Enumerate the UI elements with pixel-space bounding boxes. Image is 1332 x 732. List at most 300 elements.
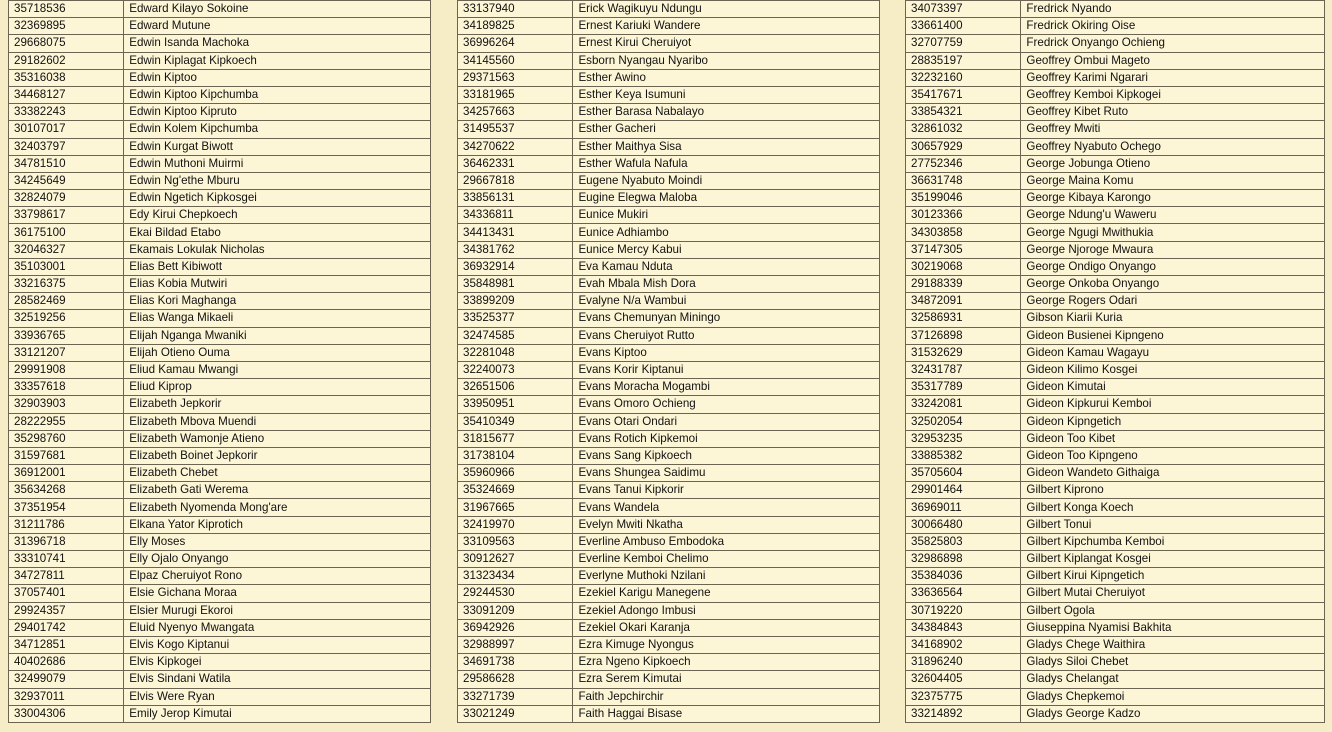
table-row	[458, 18, 880, 35]
table-row	[458, 155, 880, 172]
full-name-cell: Evans Moracha Mogambi	[573, 379, 880, 396]
id-number-cell: 40402686	[9, 654, 124, 671]
id-number-cell: 35324669	[458, 482, 573, 499]
table-row	[906, 241, 1325, 258]
id-number-cell: 36462331	[458, 155, 573, 172]
table-row	[458, 654, 880, 671]
id-number-cell: 28222955	[9, 413, 124, 430]
table-row	[906, 499, 1325, 516]
full-name-cell: Erick Wagikuyu Ndungu	[573, 1, 880, 18]
id-number-cell: 33936765	[9, 327, 124, 344]
id-number-cell: 33310741	[9, 551, 124, 568]
id-number-cell: 32403797	[9, 138, 124, 155]
table-row	[906, 568, 1325, 585]
full-name-cell: Everline Kemboi Chelimo	[573, 551, 880, 568]
name-table-3	[905, 0, 1325, 723]
full-name-cell: Fredrick Onyango Ochieng	[1021, 35, 1325, 52]
full-name-cell: Gilbert Tonui	[1021, 516, 1325, 533]
full-name-cell: Elvis Kipkogei	[124, 654, 431, 671]
id-number-cell: 33636564	[906, 585, 1021, 602]
full-name-cell: Elpaz Cheruiyot Rono	[124, 568, 431, 585]
id-number-cell: 30066480	[906, 516, 1021, 533]
id-number-cell: 31532629	[906, 344, 1021, 361]
full-name-cell: Gibson Kiarii Kuria	[1021, 310, 1325, 327]
table-row	[458, 636, 880, 653]
table-row	[9, 430, 431, 447]
id-number-cell: 30107017	[9, 121, 124, 138]
full-name-cell: Fredrick Nyando	[1021, 1, 1325, 18]
full-name-cell: Elias Kobia Mutwiri	[124, 276, 431, 293]
id-number-cell: 32707759	[906, 35, 1021, 52]
table-row	[458, 447, 880, 464]
full-name-cell: Geoffrey Ombui Mageto	[1021, 52, 1325, 69]
full-name-cell: Gilbert Ogola	[1021, 602, 1325, 619]
table-row	[9, 379, 431, 396]
table-row	[9, 155, 431, 172]
table-row	[458, 379, 880, 396]
name-table-2	[457, 0, 880, 723]
id-number-cell: 32375775	[906, 688, 1021, 705]
table-row	[458, 190, 880, 207]
full-name-cell: George Jobunga Otieno	[1021, 155, 1325, 172]
full-name-cell: Elizabeth Jepkorir	[124, 396, 431, 413]
id-number-cell: 30912627	[458, 551, 573, 568]
id-number-cell: 33137940	[458, 1, 573, 18]
full-name-cell: Ezekiel Karigu Manegene	[573, 585, 880, 602]
full-name-cell: Eugene Nyabuto Moindi	[573, 172, 880, 189]
full-name-cell: Esther Wafula Nafula	[573, 155, 880, 172]
id-number-cell: 28582469	[9, 293, 124, 310]
table-row	[458, 293, 880, 310]
full-name-cell: Edwin Kolem Kipchumba	[124, 121, 431, 138]
table-row	[9, 241, 431, 258]
full-name-cell: Evelyn Mwiti Nkatha	[573, 516, 880, 533]
table-row	[906, 293, 1325, 310]
full-name-cell: Elsie Gichana Moraa	[124, 585, 431, 602]
id-number-cell: 32240073	[458, 361, 573, 378]
full-name-cell: Gideon Too Kibet	[1021, 430, 1325, 447]
table-row	[9, 276, 431, 293]
id-number-cell: 29244530	[458, 585, 573, 602]
id-number-cell: 29924357	[9, 602, 124, 619]
full-name-cell: Gideon Wandeto Githaiga	[1021, 465, 1325, 482]
id-number-cell: 36912001	[9, 465, 124, 482]
full-name-cell: Edward Mutune	[124, 18, 431, 35]
id-number-cell: 35199046	[906, 190, 1021, 207]
full-name-cell: Edwin Isanda Machoka	[124, 35, 431, 52]
full-name-cell: George Maina Komu	[1021, 172, 1325, 189]
id-number-cell: 33271739	[458, 688, 573, 705]
full-name-cell: Evah Mbala Mish Dora	[573, 276, 880, 293]
id-number-cell: 30719220	[906, 602, 1021, 619]
table-row	[906, 671, 1325, 688]
table-row	[458, 207, 880, 224]
table-row	[906, 344, 1325, 361]
table-row	[9, 18, 431, 35]
full-name-cell: Ezra Kimuge Nyongus	[573, 636, 880, 653]
id-number-cell: 35705604	[906, 465, 1021, 482]
full-name-cell: Gilbert Konga Koech	[1021, 499, 1325, 516]
id-number-cell: 29667818	[458, 172, 573, 189]
id-number-cell: 29586628	[458, 671, 573, 688]
table-row	[458, 705, 880, 722]
full-name-cell: Gideon Kamau Wagayu	[1021, 344, 1325, 361]
table-row	[906, 361, 1325, 378]
id-number-cell: 32369895	[9, 18, 124, 35]
table-row	[906, 688, 1325, 705]
full-name-cell: Ernest Kariuki Wandere	[573, 18, 880, 35]
table-row	[906, 35, 1325, 52]
full-name-cell: Ezekiel Adongo Imbusi	[573, 602, 880, 619]
id-number-cell: 33357618	[9, 379, 124, 396]
id-number-cell: 34189825	[458, 18, 573, 35]
table-row	[906, 18, 1325, 35]
table-row	[906, 224, 1325, 241]
full-name-cell: Eliud Kiprop	[124, 379, 431, 396]
id-number-cell: 34303858	[906, 224, 1021, 241]
full-name-cell: Evalyne N/a Wambui	[573, 293, 880, 310]
table-row	[906, 138, 1325, 155]
id-number-cell: 32431787	[906, 361, 1021, 378]
id-number-cell: 32519256	[9, 310, 124, 327]
table-row	[9, 533, 431, 550]
full-name-cell: Elizabeth Nyomenda Mong'are	[124, 499, 431, 516]
full-name-cell: Evans Korir Kiptanui	[573, 361, 880, 378]
id-number-cell: 33661400	[906, 18, 1021, 35]
table-row	[458, 361, 880, 378]
id-number-cell: 35960966	[458, 465, 573, 482]
table-row	[458, 258, 880, 275]
full-name-cell: Gilbert Kiplangat Kosgei	[1021, 551, 1325, 568]
table-row	[458, 430, 880, 447]
id-number-cell: 34073397	[906, 1, 1021, 18]
id-number-cell: 32281048	[458, 344, 573, 361]
id-number-cell: 32824079	[9, 190, 124, 207]
table-row	[458, 104, 880, 121]
table-row	[906, 602, 1325, 619]
table-row	[458, 52, 880, 69]
table-row	[458, 568, 880, 585]
full-name-cell: Esborn Nyangau Nyaribo	[573, 52, 880, 69]
table-row	[458, 327, 880, 344]
table-row	[9, 551, 431, 568]
table-row	[9, 1, 431, 18]
table-row	[906, 379, 1325, 396]
id-number-cell: 31597681	[9, 447, 124, 464]
id-number-cell: 32474585	[458, 327, 573, 344]
full-name-cell: Evans Omoro Ochieng	[573, 396, 880, 413]
id-number-cell: 36631748	[906, 172, 1021, 189]
full-name-cell: Edwin Ng'ethe Mburu	[124, 172, 431, 189]
table-row	[906, 430, 1325, 447]
id-number-cell: 27752346	[906, 155, 1021, 172]
full-name-cell: Gladys Siloi Chebet	[1021, 654, 1325, 671]
table-row	[9, 104, 431, 121]
id-number-cell: 32419970	[458, 516, 573, 533]
table-row	[906, 86, 1325, 103]
table-row	[906, 619, 1325, 636]
table-row	[906, 447, 1325, 464]
id-number-cell: 30123366	[906, 207, 1021, 224]
full-name-cell: Elkana Yator Kiprotich	[124, 516, 431, 533]
table-row	[906, 396, 1325, 413]
id-number-cell: 30219068	[906, 258, 1021, 275]
full-name-cell: Esther Awino	[573, 69, 880, 86]
full-name-cell: Elvis Were Ryan	[124, 688, 431, 705]
full-name-cell: Evans Otari Ondari	[573, 413, 880, 430]
full-name-cell: Emily Jerop Kimutai	[124, 705, 431, 722]
table-row	[906, 705, 1325, 722]
table-row	[458, 533, 880, 550]
full-name-cell: Evans Rotich Kipkemoi	[573, 430, 880, 447]
id-number-cell: 34168902	[906, 636, 1021, 653]
table-row	[906, 413, 1325, 430]
full-name-cell: Elijah Otieno Ouma	[124, 344, 431, 361]
table-row	[906, 636, 1325, 653]
full-name-cell: Gilbert Kirui Kipngetich	[1021, 568, 1325, 585]
table-row	[458, 602, 880, 619]
table-row	[9, 516, 431, 533]
table-row	[9, 35, 431, 52]
id-number-cell: 33242081	[906, 396, 1021, 413]
full-name-cell: Edwin Muthoni Muirmi	[124, 155, 431, 172]
table-row	[9, 482, 431, 499]
table-row	[458, 344, 880, 361]
full-name-cell: George Kibaya Karongo	[1021, 190, 1325, 207]
id-number-cell: 29182602	[9, 52, 124, 69]
table-row	[906, 465, 1325, 482]
id-number-cell: 34336811	[458, 207, 573, 224]
id-number-cell: 32586931	[906, 310, 1021, 327]
full-name-cell: Elizabeth Chebet	[124, 465, 431, 482]
table-row	[906, 1, 1325, 18]
id-number-cell: 37057401	[9, 585, 124, 602]
id-number-cell: 32861032	[906, 121, 1021, 138]
full-name-cell: Geoffrey Kibet Ruto	[1021, 104, 1325, 121]
id-number-cell: 32937011	[9, 688, 124, 705]
id-number-cell: 33382243	[9, 104, 124, 121]
full-name-cell: Evans Shungea Saidimu	[573, 465, 880, 482]
id-number-cell: 33885382	[906, 447, 1021, 464]
id-number-cell: 34712851	[9, 636, 124, 653]
table-row	[906, 258, 1325, 275]
full-name-cell: Elly Moses	[124, 533, 431, 550]
id-number-cell: 30657929	[906, 138, 1021, 155]
full-name-cell: Elizabeth Boinet Jepkorir	[124, 447, 431, 464]
id-number-cell: 31896240	[906, 654, 1021, 671]
id-number-cell: 33091209	[458, 602, 573, 619]
full-name-cell: Gladys Chelangat	[1021, 671, 1325, 688]
full-name-cell: Elsier Murugi Ekoroi	[124, 602, 431, 619]
full-name-cell: Elly Ojalo Onyango	[124, 551, 431, 568]
list-column-3	[905, 0, 1325, 723]
id-number-cell: 29371563	[458, 69, 573, 86]
table-row	[458, 499, 880, 516]
full-name-cell: Edwin Kiplagat Kipkoech	[124, 52, 431, 69]
id-number-cell: 31211786	[9, 516, 124, 533]
table-row	[458, 396, 880, 413]
full-name-cell: Gladys Chege Waithira	[1021, 636, 1325, 653]
table-row	[9, 413, 431, 430]
id-number-cell: 33854321	[906, 104, 1021, 121]
id-number-cell: 34270622	[458, 138, 573, 155]
id-number-cell: 37351954	[9, 499, 124, 516]
full-name-cell: Gilbert Kipchumba Kemboi	[1021, 533, 1325, 550]
table-row	[9, 327, 431, 344]
id-number-cell: 34384843	[906, 619, 1021, 636]
full-name-cell: George Ondigo Onyango	[1021, 258, 1325, 275]
full-name-cell: Edwin Kurgat Biwott	[124, 138, 431, 155]
full-name-cell: George Rogers Odari	[1021, 293, 1325, 310]
table-row	[458, 1, 880, 18]
full-name-cell: Ezra Serem Kimutai	[573, 671, 880, 688]
table-row	[9, 121, 431, 138]
full-name-cell: Gladys Chepkemoi	[1021, 688, 1325, 705]
id-number-cell: 29188339	[906, 276, 1021, 293]
table-row	[906, 310, 1325, 327]
id-number-cell: 32502054	[906, 413, 1021, 430]
full-name-cell: Edwin Ngetich Kipkosgei	[124, 190, 431, 207]
table-row	[9, 447, 431, 464]
table-row	[458, 413, 880, 430]
id-number-cell: 34145560	[458, 52, 573, 69]
id-number-cell: 31396718	[9, 533, 124, 550]
table-row	[9, 671, 431, 688]
full-name-cell: Gideon Kilimo Kosgei	[1021, 361, 1325, 378]
table-row	[9, 172, 431, 189]
full-name-cell: Edward Kilayo Sokoine	[124, 1, 431, 18]
full-name-cell: Gideon Kipngetich	[1021, 413, 1325, 430]
full-name-cell: Elizabeth Gati Werema	[124, 482, 431, 499]
full-name-cell: Gilbert Kiprono	[1021, 482, 1325, 499]
full-name-cell: George Ndung'u Waweru	[1021, 207, 1325, 224]
table-row	[906, 155, 1325, 172]
full-name-cell: Elijah Nganga Mwaniki	[124, 327, 431, 344]
full-name-cell: Giuseppina Nyamisi Bakhita	[1021, 619, 1325, 636]
id-number-cell: 32604405	[906, 671, 1021, 688]
name-table-1	[8, 0, 431, 723]
id-number-cell: 35384036	[906, 568, 1021, 585]
table-row	[9, 465, 431, 482]
table-row	[458, 69, 880, 86]
id-number-cell: 33004306	[9, 705, 124, 722]
id-number-cell: 31738104	[458, 447, 573, 464]
id-number-cell: 34872091	[906, 293, 1021, 310]
id-number-cell: 32986898	[906, 551, 1021, 568]
full-name-cell: Faith Jepchirchir	[573, 688, 880, 705]
table-row	[906, 516, 1325, 533]
table-row	[9, 190, 431, 207]
id-number-cell: 33109563	[458, 533, 573, 550]
full-name-cell: Ekai Bildad Etabo	[124, 224, 431, 241]
id-number-cell: 35410349	[458, 413, 573, 430]
table-row	[458, 35, 880, 52]
table-row	[458, 551, 880, 568]
full-name-cell: Evans Wandela	[573, 499, 880, 516]
full-name-cell: Edwin Kiptoo	[124, 69, 431, 86]
full-name-cell: Ekamais Lokulak Nicholas	[124, 241, 431, 258]
table-row	[458, 671, 880, 688]
full-name-cell: George Ngugi Mwithukia	[1021, 224, 1325, 241]
list-column-2	[457, 0, 880, 723]
full-name-cell: Geoffrey Nyabuto Ochego	[1021, 138, 1325, 155]
id-number-cell: 37147305	[906, 241, 1021, 258]
table-row	[458, 310, 880, 327]
table-row	[9, 585, 431, 602]
full-name-cell: Evans Kiptoo	[573, 344, 880, 361]
id-number-cell: 31495537	[458, 121, 573, 138]
full-name-cell: Edwin Kiptoo Kipruto	[124, 104, 431, 121]
table-row	[9, 396, 431, 413]
full-name-cell: Esther Gacheri	[573, 121, 880, 138]
id-number-cell: 35103001	[9, 258, 124, 275]
table-row	[9, 293, 431, 310]
id-number-cell: 35825803	[906, 533, 1021, 550]
full-name-cell: Eunice Adhiambo	[573, 224, 880, 241]
table-row	[458, 619, 880, 636]
table-row	[458, 224, 880, 241]
table-row	[9, 654, 431, 671]
full-name-cell: Gladys George Kadzo	[1021, 705, 1325, 722]
full-name-cell: Elizabeth Wamonje Atieno	[124, 430, 431, 447]
list-column-1	[8, 0, 431, 723]
id-number-cell: 34468127	[9, 86, 124, 103]
full-name-cell: Eluid Nyenyo Mwangata	[124, 619, 431, 636]
table-row	[458, 276, 880, 293]
full-name-cell: Everlyne Muthoki Nzilani	[573, 568, 880, 585]
table-row	[9, 224, 431, 241]
table-row	[9, 69, 431, 86]
id-number-cell: 33181965	[458, 86, 573, 103]
table-row	[9, 499, 431, 516]
id-number-cell: 34257663	[458, 104, 573, 121]
table-row	[9, 310, 431, 327]
full-name-cell: Esther Maithya Sisa	[573, 138, 880, 155]
full-name-cell: Geoffrey Kemboi Kipkogei	[1021, 86, 1325, 103]
full-name-cell: Faith Haggai Bisase	[573, 705, 880, 722]
id-number-cell: 36942926	[458, 619, 573, 636]
table-row	[906, 52, 1325, 69]
table-row	[458, 121, 880, 138]
id-number-cell: 35298760	[9, 430, 124, 447]
id-number-cell: 34781510	[9, 155, 124, 172]
id-number-cell: 29901464	[906, 482, 1021, 499]
id-number-cell: 33950951	[458, 396, 573, 413]
full-name-cell: Elias Wanga Mikaeli	[124, 310, 431, 327]
table-row	[458, 482, 880, 499]
id-number-cell: 34245649	[9, 172, 124, 189]
table-row	[9, 52, 431, 69]
full-name-cell: Gideon Kimutai	[1021, 379, 1325, 396]
table-row	[906, 551, 1325, 568]
full-name-cell: Gideon Too Kipngeno	[1021, 447, 1325, 464]
full-name-cell: Gideon Busienei Kipngeno	[1021, 327, 1325, 344]
table-row	[906, 276, 1325, 293]
id-number-cell: 28835197	[906, 52, 1021, 69]
full-name-cell: Edy Kirui Chepkoech	[124, 207, 431, 224]
table-row	[906, 104, 1325, 121]
table-row	[906, 69, 1325, 86]
full-name-cell: Everline Ambuso Embodoka	[573, 533, 880, 550]
full-name-cell: Ezra Ngeno Kipkoech	[573, 654, 880, 671]
id-number-cell: 35417671	[906, 86, 1021, 103]
full-name-cell: George Onkoba Onyango	[1021, 276, 1325, 293]
table-row	[9, 602, 431, 619]
full-name-cell: Elias Bett Kibiwott	[124, 258, 431, 275]
table-row	[458, 516, 880, 533]
id-number-cell: 31967665	[458, 499, 573, 516]
table-row	[906, 172, 1325, 189]
